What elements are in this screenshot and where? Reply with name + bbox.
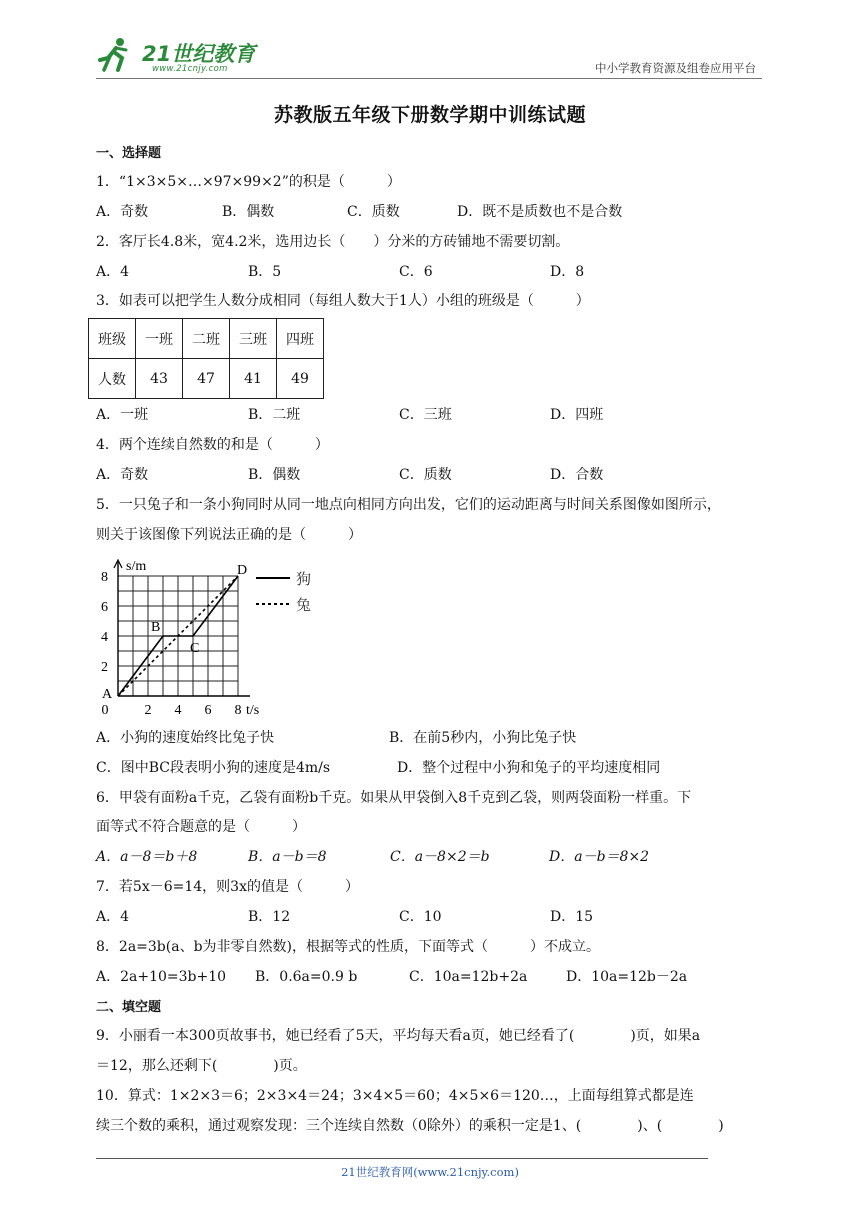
- option: A．一班: [96, 407, 149, 423]
- y-tick-label: 6: [101, 600, 108, 615]
- option: C．三班: [399, 407, 452, 423]
- table-cell: 二班: [183, 319, 230, 359]
- y-tick-label: 2: [101, 660, 108, 675]
- question-stem: 9．小丽看一本300页故事书，她已经看了5天，平均每天看a页，她已经看了( )页，如果a: [96, 1028, 701, 1044]
- option: A．a－8＝b＋8: [96, 849, 198, 865]
- y-axis-label: s/m: [126, 559, 147, 574]
- question-stem: 5．一只兔子和一条小狗同时从同一地点向相同方向出发，它们的运动距离与时间关系图像如图所示，: [96, 497, 721, 513]
- question-stem: 1．“1×3×5×…×97×99×2”的积是（ ）: [96, 174, 401, 190]
- table-cell: 41: [230, 359, 277, 399]
- x-tick-label: 4: [174, 703, 182, 718]
- logo-brand: 21世纪教育: [142, 42, 256, 66]
- x-axis-label: t/s: [246, 703, 260, 718]
- option: B．a－b＝8: [248, 849, 327, 865]
- footer-divider: [96, 1158, 708, 1159]
- option: D．既不是质数也不是合数: [457, 204, 623, 220]
- question-stem: 6．甲袋有面粉a千克，乙袋有面粉b千克。如果从甲袋倒入8千克到乙袋，则两袋面粉一样重。下: [96, 790, 692, 806]
- option: B．0.6a=0.9 b: [255, 969, 358, 985]
- table-cell: 43: [136, 359, 183, 399]
- question-stem: 3．如表可以把学生人数分成相同（每组人数大于1人）小组的班级是（ ）: [96, 293, 590, 309]
- option: C．图中BC段表明小狗的速度是4m/s: [96, 760, 331, 776]
- option: D．8: [550, 264, 585, 280]
- option: B．12: [248, 909, 291, 925]
- logo: [96, 34, 256, 78]
- footer-text: 21世纪教育网(www.21cnjy.com): [341, 1165, 519, 1179]
- table-row: [89, 319, 324, 359]
- question-stem: 2．客厅长4.8米，宽4.2米，选用边长（ ）分米的方砖铺地不需要切割。: [96, 234, 570, 250]
- question-stem: 8．2a=3b(a、b为非零自然数)，根据等式的性质，下面等式（ ）不成立。: [96, 939, 600, 955]
- logo-url: www.21cnjy.com: [152, 64, 228, 74]
- legend-label: 狗: [296, 572, 312, 588]
- question-stem: 10．算式：1×2×3＝6；2×3×4＝24；3×4×5＝60；4×5×6＝120…，上面每组算式都是连: [96, 1088, 694, 1104]
- table-cell: 四班: [277, 319, 324, 359]
- table-cell: 三班: [230, 319, 277, 359]
- x-tick-label: 6: [204, 703, 212, 718]
- question-stem: 7．若5x－6=14，则3x的值是（ ）: [96, 879, 359, 895]
- option: C．质数: [399, 467, 452, 483]
- page-title: 苏教版五年级下册数学期中训练试题: [273, 104, 586, 126]
- option: C．10: [399, 909, 442, 925]
- option: C．a－8×2＝b: [390, 849, 490, 865]
- table-cell: 班级: [89, 319, 136, 359]
- option: D．四班: [550, 407, 604, 423]
- option: D．15: [550, 909, 594, 925]
- option: D．合数: [550, 467, 604, 483]
- option: D．a－b＝8×2: [549, 849, 650, 865]
- header-divider: [96, 78, 762, 79]
- x-tick-label: 0: [101, 703, 109, 718]
- question-stem-cont: 续三个数的乘积，通过观察发现：三个连续自然数（0除外）的乘积一定是1、( )、( ): [96, 1118, 724, 1134]
- point-label: D: [237, 563, 248, 578]
- section-title: 二、填空题: [96, 1000, 162, 1015]
- option: C．6: [399, 264, 433, 280]
- question-stem-cont: 则关于该图像下列说法正确的是（ ）: [96, 527, 362, 543]
- question-stem-cont: ＝12，那么还剩下( )页。: [96, 1058, 307, 1074]
- platform-text: 中小学教育资源及组卷应用平台: [595, 61, 756, 75]
- y-tick-label: 8: [101, 570, 108, 585]
- y-tick-label: 4: [101, 630, 108, 645]
- option: A．小狗的速度始终比兔子快: [96, 730, 275, 746]
- point-label: A: [102, 687, 113, 702]
- x-tick-label: 8: [234, 703, 242, 718]
- table-cell: 一班: [136, 319, 183, 359]
- option: B．5: [248, 264, 282, 280]
- section-title: 一、选择题: [96, 146, 162, 161]
- option: A．4: [96, 909, 130, 925]
- option: B．偶数: [248, 467, 301, 483]
- option: B．在前5秒内，小狗比兔子快: [389, 730, 577, 746]
- class-table: [88, 318, 324, 399]
- option: D．10a=12b－2a: [566, 969, 688, 985]
- option: A．4: [96, 264, 130, 280]
- question-stem: 4．两个连续自然数的和是（ ）: [96, 437, 329, 453]
- option: B．偶数: [222, 204, 275, 220]
- runner-logo-icon: [96, 36, 130, 74]
- option: B．二班: [248, 407, 301, 423]
- option: C．质数: [347, 204, 400, 220]
- option: A．2a+10=3b+10: [96, 969, 227, 985]
- table-row: [89, 359, 324, 399]
- legend-label: 兔: [296, 598, 312, 614]
- x-tick-label: 2: [144, 703, 152, 718]
- option: C．10a=12b+2a: [409, 969, 528, 985]
- option: D．整个过程中小狗和兔子的平均速度相同: [397, 760, 661, 776]
- option: A．奇数: [96, 467, 149, 483]
- table-cell: 49: [277, 359, 324, 399]
- distance-time-chart: [96, 548, 336, 720]
- point-label: B: [151, 620, 161, 635]
- question-stem-cont: 面等式不符合题意的是（ ）: [96, 819, 306, 835]
- option: A．奇数: [96, 204, 149, 220]
- table-cell: 人数: [89, 359, 136, 399]
- table-cell: 47: [183, 359, 230, 399]
- point-label: C: [190, 641, 200, 656]
